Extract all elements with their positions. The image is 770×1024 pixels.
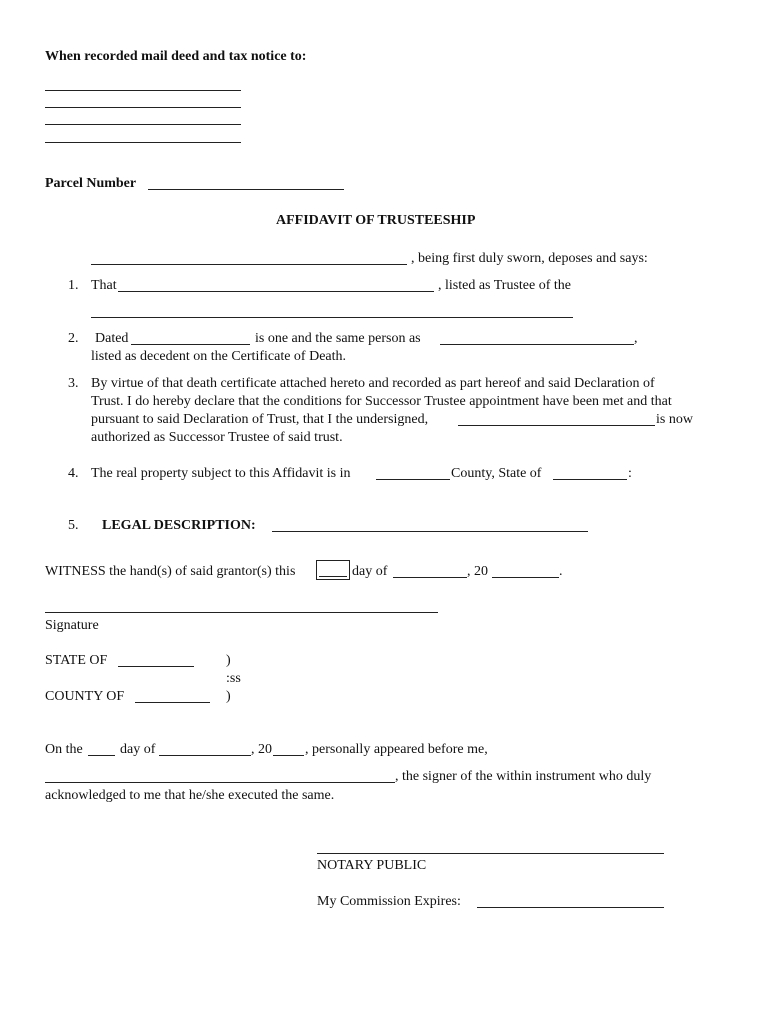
commission-expires-field[interactable] xyxy=(477,907,664,908)
acknowledged-text: acknowledged to me that he/she executed the same. xyxy=(45,788,335,803)
notary-year-field[interactable] xyxy=(273,755,304,756)
witness-prefix: WITNESS the hand(s) of said grantor(s) this xyxy=(45,564,296,579)
item-4-number: 4. xyxy=(68,466,79,481)
item-2-dated: Dated xyxy=(95,331,129,346)
venue-county-field[interactable] xyxy=(135,702,210,703)
item-1-prefix: That xyxy=(91,278,117,293)
parcel-number-label: Parcel Number xyxy=(45,176,137,191)
witness-day-of: day of xyxy=(352,564,388,579)
venue-paren-bottom: ) xyxy=(226,689,231,704)
item-2-line2: listed as decedent on the Certificate of Death. xyxy=(91,349,347,364)
item-3-line1: By virtue of that death certificate attached hereto and recorded as part hereof and said Declaration of xyxy=(91,376,655,391)
item-4-prefix: The real property subject to this Affidavit is in xyxy=(91,466,351,481)
trust-name-field[interactable] xyxy=(91,317,573,318)
notary-month-field[interactable] xyxy=(159,755,251,756)
county-field[interactable] xyxy=(376,479,450,480)
parcel-number-field[interactable] xyxy=(148,189,344,190)
witness-year-field[interactable] xyxy=(492,577,559,578)
state-of-label: STATE OF xyxy=(45,653,108,668)
mail-to-line-3[interactable] xyxy=(45,124,241,125)
witness-period: . xyxy=(559,564,563,579)
item-5-number: 5. xyxy=(68,518,79,533)
notary-day-field[interactable] xyxy=(88,755,115,756)
signer-suffix: , the signer of the within instrument who duly xyxy=(395,769,652,784)
affiant-name-field[interactable] xyxy=(91,264,407,265)
notary-year-prefix: , 20 xyxy=(251,742,272,757)
item-3-line3-suffix: is now xyxy=(656,412,693,427)
item-3-number: 3. xyxy=(68,376,79,391)
notary-day-of: day of xyxy=(120,742,156,757)
notary-appeared: , personally appeared before me, xyxy=(305,742,488,757)
item-3-line4: authorized as Successor Trustee of said trust. xyxy=(91,430,343,445)
witness-day-field[interactable] xyxy=(319,576,347,577)
signer-name-field[interactable] xyxy=(45,782,395,783)
item-3-line3-prefix: pursuant to said Declaration of Trust, that I the undersigned, xyxy=(91,412,429,427)
signature-label: Signature xyxy=(45,618,99,633)
witness-month-field[interactable] xyxy=(393,577,467,578)
county-of-label: COUNTY OF xyxy=(45,689,125,704)
trustee-name-field[interactable] xyxy=(118,291,434,292)
successor-name-field[interactable] xyxy=(458,425,655,426)
dated-field[interactable] xyxy=(131,344,250,345)
notary-public-label: NOTARY PUBLIC xyxy=(317,858,427,873)
witness-year-prefix: , 20 xyxy=(467,564,488,579)
venue-state-field[interactable] xyxy=(118,666,194,667)
item-2-comma: , xyxy=(634,331,638,346)
item-4-colon: : xyxy=(628,466,632,481)
decedent-name-field[interactable] xyxy=(440,344,634,345)
item-4-county: County, State of xyxy=(451,466,542,481)
witness-day-box[interactable] xyxy=(316,560,350,580)
legal-description-field[interactable] xyxy=(272,531,588,532)
mail-to-line-2[interactable] xyxy=(45,107,241,108)
commission-expires-label: My Commission Expires: xyxy=(317,894,461,909)
item-2-number: 2. xyxy=(68,331,79,346)
venue-ss: :ss xyxy=(226,671,241,686)
notary-signature-line[interactable] xyxy=(317,853,664,854)
intro-text: , being first duly sworn, deposes and says: xyxy=(411,251,648,266)
item-2-middle: is one and the same person as xyxy=(255,331,421,346)
item-1-suffix: , listed as Trustee of the xyxy=(438,278,571,293)
venue-paren-top: ) xyxy=(226,653,231,668)
page-title: AFFIDAVIT OF TRUSTEESHIP xyxy=(276,213,476,228)
item-3-line2: Trust. I do hereby declare that the conditions for Successor Trustee appointment have been met and that xyxy=(91,394,672,409)
mail-to-line-4[interactable] xyxy=(45,142,241,143)
legal-description-label: LEGAL DESCRIPTION: xyxy=(102,518,256,533)
signature-line[interactable] xyxy=(45,612,438,613)
mail-to-label: When recorded mail deed and tax notice to: xyxy=(45,49,307,64)
state-field[interactable] xyxy=(553,479,627,480)
notary-on-the: On the xyxy=(45,742,83,757)
item-1-number: 1. xyxy=(68,278,79,293)
mail-to-line-1[interactable] xyxy=(45,90,241,91)
